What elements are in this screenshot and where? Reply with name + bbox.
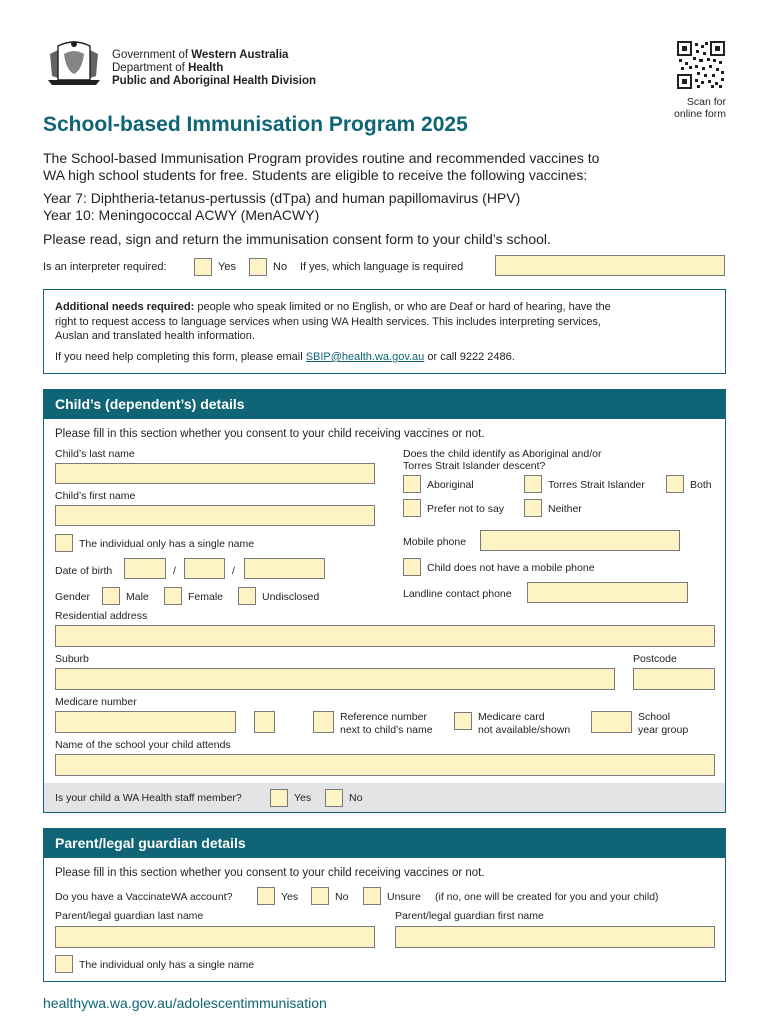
child-single-name-checkbox[interactable] — [55, 534, 73, 552]
staff-no-checkbox[interactable] — [325, 789, 343, 807]
vaccinatewa-no-checkbox[interactable] — [311, 887, 329, 905]
parent-instruction: Please fill in this section whether you consent to your child receiving vaccines or not. — [55, 867, 485, 879]
landline-field[interactable] — [527, 582, 688, 603]
vaccinatewa-yes-checkbox[interactable] — [257, 887, 275, 905]
dob-month-field[interactable] — [184, 558, 225, 579]
crest-logo — [44, 40, 104, 86]
school-name-field[interactable] — [55, 754, 715, 776]
interpreter-language-field[interactable] — [495, 255, 725, 276]
interpreter-question: Is an interpreter required: — [43, 261, 167, 273]
footer-url[interactable]: healthywa.wa.gov.au/adolescentimmunisation — [43, 995, 327, 1011]
aboriginal-checkbox[interactable] — [403, 475, 421, 493]
dob-year-field[interactable] — [244, 558, 325, 579]
postcode-field[interactable] — [633, 668, 715, 690]
mobile-field[interactable] — [480, 530, 680, 551]
page-title: School-based Immunisation Program 2025 — [43, 113, 468, 136]
suburb-field[interactable] — [55, 668, 615, 690]
landline-label: Landline contact phone — [403, 588, 512, 600]
parent-last-name-field[interactable] — [55, 926, 375, 948]
dob-label: Date of birth — [55, 565, 113, 577]
interpreter-yes-checkbox[interactable] — [194, 258, 212, 276]
staff-yes-checkbox[interactable] — [270, 789, 288, 807]
school-year-field[interactable] — [591, 711, 632, 733]
school-year-label: School year group — [638, 711, 689, 736]
gender-label: Gender — [55, 591, 91, 603]
aboriginal-question: Does the child identify as Aboriginal and/or Torres Strait Islander descent? — [403, 448, 602, 472]
no-mobile-label: Child does not have a mobile phone — [427, 562, 595, 574]
postcode-label: Postcode — [633, 653, 677, 665]
parent-first-name-field[interactable] — [395, 926, 715, 948]
parent-last-name-label: Parent/legal guardian last name — [55, 910, 204, 922]
vaccinatewa-no-label: No — [335, 891, 349, 903]
gender-male-label: Male — [126, 591, 149, 603]
parent-first-name-label: Parent/legal guardian first name — [395, 910, 544, 922]
interpreter-no-label: No — [273, 261, 288, 273]
child-single-name-label: The individual only has a single name — [79, 538, 255, 550]
both-checkbox[interactable] — [666, 475, 684, 493]
email-link[interactable]: SBIP@health.wa.gov.au — [305, 351, 425, 363]
parent-single-name-checkbox[interactable] — [55, 955, 73, 973]
address-label: Residential address — [55, 610, 148, 622]
notice-help: If you need help completing this form, please email SBIP@health.wa.gov.au or call 9222 2486. — [55, 351, 515, 363]
interpreter-yes-label: Yes — [218, 261, 236, 273]
return-instruction: Please read, sign and return the immunisation consent form to your child’s school. — [43, 231, 551, 247]
intro-text: The School-based Immunisation Program provides routine and recommended vaccines to WA high school students for free. Students are eligible to receive the following vaccines: — [43, 150, 600, 183]
interpreter-language-label: If yes, which language is required — [300, 261, 464, 273]
staff-yes-label: Yes — [294, 792, 312, 804]
gender-undisclosed-label: Undisclosed — [262, 591, 320, 603]
suburb-label: Suburb — [55, 653, 89, 665]
dob-slash-1: / — [173, 565, 176, 577]
staff-no-label: No — [349, 792, 363, 804]
prefer-not-label: Prefer not to say — [427, 503, 505, 515]
child-first-name-label: Child’s first name — [55, 490, 136, 502]
child-last-name-label: Child’s last name — [55, 448, 135, 460]
qr-caption: Scan for online form — [674, 96, 726, 120]
tsi-label: Torres Strait Islander — [548, 479, 645, 491]
dob-day-field[interactable] — [124, 558, 166, 579]
vaccinatewa-unsure-label: Unsure — [387, 891, 421, 903]
dob-slash-2: / — [232, 565, 235, 577]
tsi-checkbox[interactable] — [524, 475, 542, 493]
vaccinatewa-question: Do you have a VaccinateWA account? — [55, 891, 233, 903]
gender-male-checkbox[interactable] — [102, 587, 120, 605]
medicare-label: Medicare number — [55, 696, 137, 708]
vaccinatewa-unsure-checkbox[interactable] — [363, 887, 381, 905]
gender-undisclosed-checkbox[interactable] — [238, 587, 256, 605]
medicare-number-field[interactable] — [55, 711, 236, 733]
gender-female-checkbox[interactable] — [164, 587, 182, 605]
mobile-label: Mobile phone — [403, 536, 467, 548]
vaccine-list: Year 7: Diphtheria-tetanus-pertussis (dTpa) and human papillomavirus (HPV) Year 10: Meningococcal ACWY (MenACWY) — [43, 190, 521, 223]
gender-female-label: Female — [188, 591, 224, 603]
medicare-card-label: Medicare card not available/shown — [478, 711, 571, 736]
neither-label: Neither — [548, 503, 582, 515]
child-last-name-field[interactable] — [55, 463, 375, 484]
medicare-issue-field[interactable] — [254, 711, 275, 733]
address-field[interactable] — [55, 625, 715, 647]
parent-single-name-label: The individual only has a single name — [79, 959, 255, 971]
neither-checkbox[interactable] — [524, 499, 542, 517]
prefer-not-checkbox[interactable] — [403, 499, 421, 517]
qr-code[interactable] — [677, 41, 725, 89]
org-name-block: Government of Western Australia Department of Health Public and Aboriginal Health Division — [112, 49, 317, 87]
child-section-heading: Child’s (dependent’s) details — [43, 389, 726, 419]
reference-label: Reference number next to child’s name — [340, 711, 433, 736]
medicare-reference-field[interactable] — [313, 711, 334, 733]
no-mobile-checkbox[interactable] — [403, 558, 421, 576]
notice-text: Additional needs required: people who speak limited or no English, or who are Deaf or hard of hearing, have the right to request access to language services when using WA Health services. This includes interpreting services, Auslan and translated health information. — [55, 301, 611, 342]
both-label: Both — [690, 479, 712, 491]
vaccinatewa-note: (if no, one will be created for you and your child) — [435, 891, 659, 903]
school-name-label: Name of the school your child attends — [55, 739, 231, 751]
aboriginal-label: Aboriginal — [427, 479, 474, 491]
medicare-not-available-checkbox[interactable] — [454, 712, 472, 730]
staff-question: Is your child a WA Health staff member? — [55, 792, 242, 804]
interpreter-no-checkbox[interactable] — [249, 258, 267, 276]
child-instruction: Please fill in this section whether you consent to your child receiving vaccines or not. — [55, 428, 485, 440]
child-first-name-field[interactable] — [55, 505, 375, 526]
parent-section-heading: Parent/legal guardian details — [43, 828, 726, 858]
vaccinatewa-yes-label: Yes — [281, 891, 299, 903]
